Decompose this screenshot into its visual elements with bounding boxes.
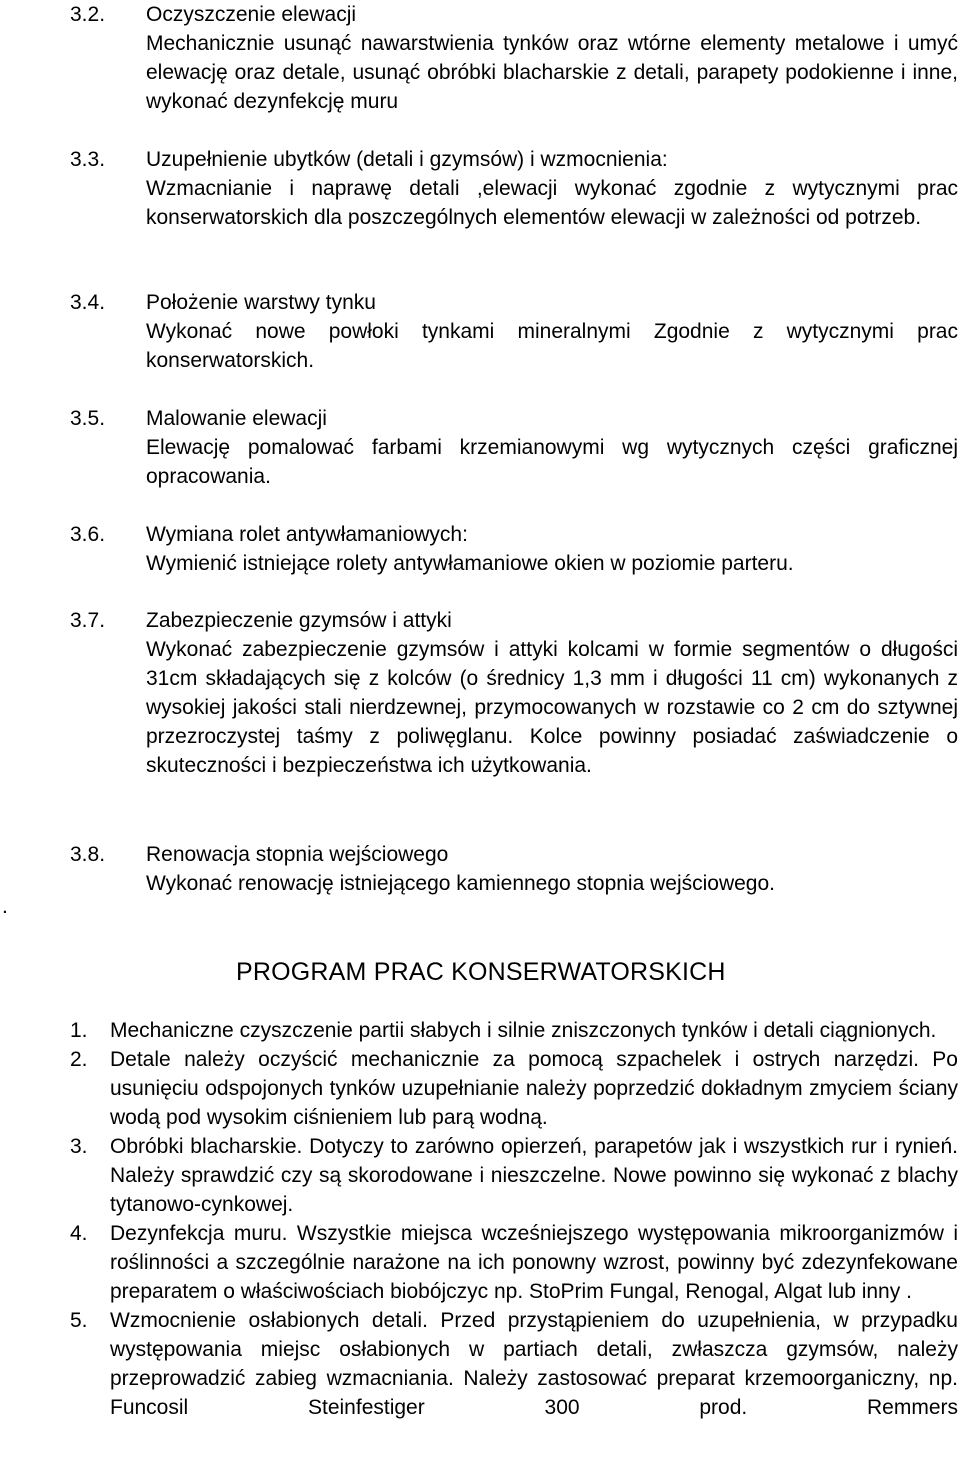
list-item-text: Wzmocnienie osłabionych detali. Przed przystąpieniem do uzupełnienia, w przypadku występowania miejsc osłabionych w partiach detali, zwłaszcza gzymsów, należy przeprowadzić zabieg wzmacniania. Należy zastosować preparat krzemoorganiczny, np. Funcosil Steinfestiger 300 prod. Remmers <box>110 1309 958 1419</box>
section-number: 3.6. <box>70 523 106 546</box>
section-text: Wymienić istniejące rolety antywłamaniowe okien w poziomie parteru. <box>146 552 794 575</box>
list-item-text: Obróbki blacharskie. Dotyczy to zarówno opierzeń, parapetów jak i wszystkich rur i rynień. Należy sprawdzić czy są skorodowane i nieszczelne. Nowe powinno się wykonać z blachy tytanowo-cynkowej. <box>110 1135 958 1216</box>
section-number: 3.4. <box>70 291 106 314</box>
list-item-number: 1. <box>70 1019 88 1042</box>
list-item-text: Mechaniczne czyszczenie partii słabych i silnie zniszczonych tynków i detali ciągnionych. <box>110 1019 937 1042</box>
section-text: Wykonać nowe powłoki tynkami mineralnymi Zgodnie z wytycznymi prac konserwatorskich. <box>146 320 958 372</box>
program-title: PROGRAM PRAC KONSERWATORSKICH <box>236 958 726 986</box>
section-number: 3.2. <box>70 3 106 26</box>
section-heading: Uzupełnienie ubytków (detali i gzymsów) i wzmocnienia: <box>146 148 668 171</box>
section-heading: Wymiana rolet antywłamaniowych: <box>146 523 468 546</box>
section-heading: Położenie warstwy tynku <box>146 291 376 314</box>
section-number: 3.3. <box>70 148 106 171</box>
section-number: 3.5. <box>70 407 106 430</box>
program-list-item <box>70 1132 958 1219</box>
list-item-number: 5. <box>70 1309 88 1332</box>
program-list-item <box>70 1306 958 1422</box>
section-heading: Malowanie elewacji <box>146 407 327 430</box>
section-number: 3.8. <box>70 843 106 866</box>
program-list-item <box>70 1045 958 1132</box>
section-heading: Renowacja stopnia wejściowego <box>146 843 449 866</box>
section-heading: Oczyszczenie elewacji <box>146 3 357 26</box>
section-text: Wzmacnianie i naprawę detali ,elewacji wykonać zgodnie z wytycznymi prac konserwatorskich dla poszczególnych elementów elewacji w zależności od potrzeb. <box>146 177 958 229</box>
section-text: Wykonać renowację istniejącego kamiennego stopnia wejściowego. <box>146 872 775 895</box>
list-item-number: 4. <box>70 1222 88 1245</box>
section-text: Mechanicznie usunąć nawarstwienia tynków oraz wtórne elementy metalowe i umyć elewację oraz detale, usunąć obróbki blacharskie z detali, parapety podokienne i inne, wykonać dezynfekcję muru <box>146 32 958 113</box>
program-list <box>70 1016 958 1422</box>
section-heading: Zabezpieczenie gzymsów i attyki <box>146 609 452 632</box>
list-item-text: Dezynfekcja muru. Wszystkie miejsca wcześniejszego występowania mikroorganizmów i roślinności a szczególnie narażone na ich ponowny wzrost, powinny być zdezynfekowane preparatem o właściwościach biobójczyc np. StoPrim Fungal, Renogal, Algat lub inny . <box>110 1222 958 1303</box>
program-list-item <box>70 1016 958 1045</box>
section-number: 3.7. <box>70 609 106 632</box>
program-list-item <box>70 1219 958 1306</box>
section-text: Elewację pomalować farbami krzemianowymi wg wytycznych części graficznej opracowania. <box>146 436 958 488</box>
list-item-number: 3. <box>70 1135 88 1158</box>
section-text: Wykonać zabezpieczenie gzymsów i attyki kolcami w formie segmentów o długości 31cm składających się z kolców (o średnicy 1,3 mm i długości 11 cm) wykonanych z wysokiej jakości stali nierdzewnej, przymocowanych w rozstawie co 2 cm do sztywnej przezroczystej taśmy z poliwęglanu. Kolce powinny posiadać zaświadczenie o skuteczności i bezpieczeństwa ich użytkowania. <box>146 638 958 777</box>
list-item-text: Detale należy oczyścić mechanicznie za pomocą szpachelek i ostrych narzędzi. Po usunięciu odspojonych tynków uzupełnianie należy poprzedzić dokładnym zmyciem ściany wodą pod wysokim ciśnieniem lub parą wodną. <box>110 1048 958 1129</box>
list-item-number: 2. <box>70 1048 88 1071</box>
stray-mark: . <box>2 895 8 918</box>
